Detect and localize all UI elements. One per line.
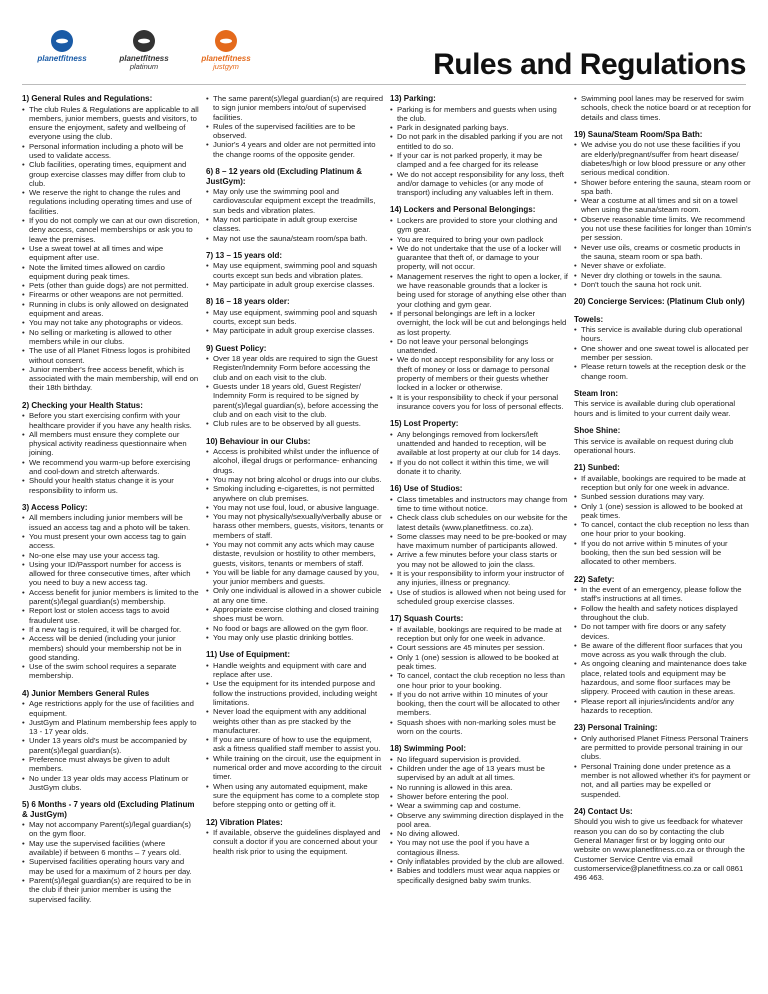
rule-item: • Preference must always be given to adult members. (22, 755, 200, 774)
rule-section (390, 614, 568, 736)
rule-item: • Arrive a few minutes before your class starts or you may not be allowed to join the class. (390, 550, 568, 569)
rule-item: • Do not park in the disabled parking if you are not entitled to do so. (390, 132, 568, 151)
rule-item: • If personal belongings are left in a locker overnight, the lock will be cut and belongings held as lost property. (390, 309, 568, 337)
rule-item: • Smoking including e-cigarettes, is not permitted anywhere on club premises. (206, 484, 384, 503)
rule-item: • Running in clubs is only allowed on designated equipment and areas. (22, 300, 200, 319)
rule-section (574, 297, 752, 307)
rule-item: • Over 18 year olds are required to sign the Guest Register/Indemnity Form before accessing the club and on each visit to the club. (206, 354, 384, 382)
section-heading: 16) Use of Studios: (390, 484, 463, 494)
rule-item: • May participate in adult group exercise classes. (206, 280, 384, 289)
rule-list (206, 187, 384, 243)
section-heading: 4) Junior Members General Rules (22, 688, 150, 698)
rule-item: • Using your ID/Passport number for access is allowed for three consecutive times, after which you need to buy a new access tag. (22, 560, 200, 588)
planet-logo-icon (51, 30, 73, 52)
rule-item: • Before you start exercising confirm with your healthcare provider if you have any health risks. (22, 411, 200, 430)
section-heading: 19) Sauna/Steam Room/Spa Bath: (574, 129, 703, 139)
rule-item: • Club rules are to be observed by all guests. (206, 419, 384, 428)
rule-section (22, 401, 200, 495)
rule-item: • May not accompany Parent(s)/legal guardian(s) on the gym floor. (22, 820, 200, 839)
rule-list (206, 94, 384, 159)
planet-logo-icon (215, 30, 237, 52)
rule-list (206, 661, 384, 810)
rule-item: • Never shave or exfoliate. (574, 261, 752, 270)
rule-item: • To cancel, contact the club reception no less than one hour prior to your booking. (574, 520, 752, 539)
rule-item: • If you do not comply we can at our own discretion, deny access, cancel memberships or ask you to leave the premises. (22, 216, 200, 244)
section-heading: 15) Lost Property: (390, 419, 459, 429)
section-heading: 2) Checking your Health Status: (22, 400, 143, 410)
rule-item: • When using any automated equipment, make sure the equipment has come to a complete stop before stepping onto or getting off it. (206, 782, 384, 810)
rule-item: • Only authorised Planet Fitness Personal Trainers are permitted to provide personal training in our clubs. (574, 734, 752, 762)
rule-item: • You may only use plastic drinking bottles. (206, 633, 384, 642)
section-heading: 14) Lockers and Personal Belongings: (390, 205, 536, 215)
rule-item: • Lockers are provided to store your clothing and gym gear. (390, 216, 568, 235)
rule-item: • Court sessions are 45 minutes per session. (390, 643, 568, 652)
rule-item: • If your car is not parked properly, it may be clamped and a fee charged for its release (390, 151, 568, 170)
rule-item: • If a new tag is required, it will be charged for. (22, 625, 200, 634)
rule-list (390, 625, 568, 737)
rule-item: • Firearms or other weapons are not permitted. (22, 290, 200, 299)
rule-item: • Please report all injuries/incidents and/or any hazards to reception. (574, 697, 752, 716)
rule-list (22, 820, 200, 904)
rule-item: • While training on the circuit, use the equipment in numerical order and move according to the circuit timer. (206, 754, 384, 782)
rule-list (22, 411, 200, 495)
column-4 (574, 94, 752, 890)
rule-item: • Observe reasonable time limits. We recommend you not use these facilities for longer than 10min's per session. (574, 215, 752, 243)
rule-item: • Park in designated parking bays. (390, 123, 568, 132)
logo-name: planetfitness (119, 54, 169, 63)
rule-list (390, 495, 568, 607)
section-heading: 9) Guest Policy: (206, 343, 267, 353)
logo-sub: platinum (129, 62, 159, 71)
rule-section (574, 94, 752, 122)
rule-item: • If you are unsure of how to use the equipment, ask a fitness qualified staff member to assist you. (206, 735, 384, 754)
rule-item: • If available, observe the guidelines displayed and consult a doctor if you are concerned about your health risk prior to using the equipment. (206, 828, 384, 856)
section-heading: 8) 16 – 18 years older: (206, 297, 290, 307)
rule-item: • Use a sweat towel at all times and wipe equipment after use. (22, 244, 200, 263)
rule-item: • May participate in adult group exercise classes. (206, 326, 384, 335)
rule-list (574, 474, 752, 567)
rule-list (206, 308, 384, 336)
rule-list (390, 430, 568, 476)
rule-item: • Age restrictions apply for the use of facilities and equipment. (22, 699, 200, 718)
rule-section (22, 94, 200, 393)
rule-item: • We advise you do not use these facilities if you are elderly/pregnant/suffer from heart disease/ diabetes/high or low blood pressure or any other serious medical condition. (574, 140, 752, 177)
rule-item: • No selling or marketing is allowed to other members while in our clubs. (22, 328, 200, 347)
rule-list (206, 354, 384, 428)
rule-item: • If you do not collect it within this time, we will donate it to charity. (390, 458, 568, 477)
section-heading: 1) General Rules and Regulations: (22, 94, 153, 103)
rule-section (574, 807, 752, 883)
rule-item: • Parking is for members and guests when using the club. (390, 105, 568, 124)
rule-item: • Do not tamper with fire doors or any safety devices. (574, 622, 752, 641)
rule-item: • Only inflatables provided by the club are allowed. (390, 857, 568, 866)
rule-item: • You may not bring alcohol or drugs into our clubs. (206, 475, 384, 484)
rule-section (574, 723, 752, 799)
rule-item: • If you do not arrive within 10 minutes of your booking, then the court will be allocated to other members. (390, 690, 568, 718)
rule-item: • Pets (other than guide dogs) are not permitted. (22, 281, 200, 290)
rule-item: • Should your health status change it is your responsibility to inform us. (22, 476, 200, 495)
rule-section (574, 389, 752, 418)
rule-list (22, 699, 200, 792)
rule-section (390, 205, 568, 411)
rule-item: • Babies and toddlers must wear aqua nappies or specifically designed baby swim trunks. (390, 866, 568, 885)
rule-section (206, 818, 384, 856)
rule-list (574, 325, 752, 381)
section-heading: 24) Contact Us: (574, 806, 633, 816)
rule-item: • If you do not arrive within 5 minutes of your booking, then the sun bed session will be allocated to other members. (574, 539, 752, 567)
rule-section (574, 426, 752, 455)
rule-section (574, 130, 752, 289)
rule-item: • Any belongings removed from lockers/left unattended and handed to reception, will be available at lost property at our club for 14 days. (390, 430, 568, 458)
section-heading: 23) Personal Training: (574, 723, 658, 733)
rule-item: • One shower and one sweat towel is allocated per member per session. (574, 344, 752, 363)
rule-item: • It is your responsibility to inform your instructor of any injuries, illness or pregnancy. (390, 569, 568, 588)
section-heading: 3) Access Policy: (22, 502, 88, 512)
planetfitness-justgym-logo (186, 30, 266, 71)
rule-item: • We do not undertake that the use of a locker will guarantee that theft of, or damage to your property, will not occur. (390, 244, 568, 272)
rule-item: • Some classes may need to be pre-booked or may have maximum number of participants allowed. (390, 532, 568, 551)
section-heading: 11) Use of Equipment: (206, 650, 291, 660)
rule-item: • You will be liable for any damage caused by you, your junior members and guests. (206, 568, 384, 587)
rule-list (390, 755, 568, 885)
rule-item: • We do not accept responsibility for any loss, theft and/or damage to vehicles (or any mode of transport) including any valuables left in them. (390, 170, 568, 198)
section-heading: Towels: (574, 314, 604, 324)
rule-section (206, 251, 384, 289)
rule-item: • JustGym and Platinum membership fees apply to 13 - 17 year olds. (22, 718, 200, 737)
rule-list (22, 513, 200, 680)
section-text: This service is available on request during club operational hours. (574, 436, 734, 455)
rule-item: • Shower before entering the pool. (390, 792, 568, 801)
rule-item: • We recommend you warm-up before exercising and cool-down and stretch afterwards. (22, 458, 200, 477)
rule-item: • You may not physically/sexually/verbally abuse or harass other members, guests, visitors, tenants or members of staff. (206, 512, 384, 540)
rule-section (390, 94, 568, 197)
rule-item: • Report lost or stolen access tags to avoid fraudulent use. (22, 606, 200, 625)
rule-item: • No food or bags are allowed on the gym floor. (206, 624, 384, 633)
rule-item: • We reserve the right to change the rules and regulations including operating times and use of facilities. (22, 188, 200, 216)
rule-item: • In the event of an emergency, please follow the staff's instructions at all times. (574, 585, 752, 604)
section-heading: 17) Squash Courts: (390, 614, 464, 624)
rule-item: • Please return towels at the reception desk or the change room. (574, 362, 752, 381)
rule-item: • Club facilities, operating times, equipment and group exercise classes may differ from club to club. (22, 160, 200, 188)
rule-item: • All members including junior members will be issued an access tag and a photo will be taken. (22, 513, 200, 532)
rule-item: • You may not take any photographs or videos. (22, 318, 200, 327)
section-heading: 21) Sunbed: (574, 463, 620, 473)
rule-list (574, 585, 752, 715)
header-divider (22, 84, 746, 85)
logo-sub: justgym (213, 62, 239, 71)
rule-item: • Handle weights and equipment with care and replace after use. (206, 661, 384, 680)
rule-item: • May use equipment, swimming pool and squash courts, except sun beds. (206, 308, 384, 327)
page-title: Rules and Regulations (433, 48, 746, 81)
planetfitness-platinum-logo (104, 30, 184, 71)
rule-section (206, 437, 384, 643)
rule-item: • Never use oils, creams or cosmetic products in the sauna, steam room or spa bath. (574, 243, 752, 262)
rule-item: • Observe any swimming direction displayed in the pool area. (390, 811, 568, 830)
rule-section (574, 463, 752, 566)
rule-section (22, 689, 200, 792)
section-heading: 18) Swimming Pool: (390, 744, 467, 754)
rule-item: • No lifeguard supervision is provided. (390, 755, 568, 764)
column-2 (206, 94, 384, 864)
rule-item: • Access is prohibited whilst under the influence of alcohol, illegal drugs or performance- enhancing drugs. (206, 447, 384, 475)
rule-item: • Wear a costume at all times and sit on a towel when using the sauna/steam room. (574, 196, 752, 215)
section-heading: 5) 6 Months - 7 years old (Excluding Platinum & JustGym) (22, 800, 195, 819)
rule-item: • No diving allowed. (390, 829, 568, 838)
rule-section (574, 315, 752, 381)
rule-item: • Guests under 18 years old, Guest Register/ Indemnity Form is required to be signed by parent(s)/legal guardian(s), before accessing the club and on each visit to the club. (206, 382, 384, 419)
rule-item: • Management reserves the right to open a locker, if we have reasonable grounds that a locker is being used for storage of anything else other than your clothing and gym gear. (390, 272, 568, 309)
section-heading: 12) Vibration Plates: (206, 817, 283, 827)
rule-item: • No under 13 year olds may access Platinum or JustGym clubs. (22, 774, 200, 793)
rule-item: • The club Rules & Regulations are applicable to all members, junior members, guests and visitors, to ensure the enjoyment, safety and wellbeing of everyone using the club. (22, 105, 200, 142)
rule-section (206, 167, 384, 243)
rule-item: • May only use the swimming pool and cardiovascular equipment except the treadmills, sun beds and vibration plates. (206, 187, 384, 215)
section-heading: 22) Safety: (574, 574, 615, 584)
rule-item: • May not use the sauna/steam room/spa bath. (206, 234, 384, 243)
rule-item: • If available, bookings are required to be made at reception but only for one week in advance. (574, 474, 752, 493)
rule-item: • Junior member's free access benefit, which is associated with the main membership, will end on their 18th birthday. (22, 365, 200, 393)
rule-item: • You may not use foul, loud, or abusive language. (206, 503, 384, 512)
rule-section (390, 484, 568, 606)
rule-item: • You may not use the pool if you have a contagious illness. (390, 838, 568, 857)
rule-item: • Personal Training done under pretence as a member is not allowed whether it's for payment or not, and all parties may be expelled or suspended. (574, 762, 752, 799)
rule-section (390, 419, 568, 476)
rule-list (390, 216, 568, 411)
rule-item: • Use of studios is allowed when not being used for scheduled group exercise classes. (390, 588, 568, 607)
rule-item: • Note the limited times allowed on cardio equipment during peak times. (22, 263, 200, 282)
rule-item: • Junior's 4 years and older are not permitted into the change rooms of the opposite gender. (206, 140, 384, 159)
rule-item: • Supervised facilities operating hours vary and may be used for a maximum of 2 hours per day. (22, 857, 200, 876)
rule-item: • Wear a swimming cap and costume. (390, 801, 568, 810)
section-heading: 10) Behaviour in our Clubs: (206, 436, 311, 446)
planetfitness-logo (22, 30, 102, 63)
rule-item: • Children under the age of 13 years must be supervised by an adult at all times. (390, 764, 568, 783)
rule-list (574, 734, 752, 799)
rule-item: • To cancel, contact the club reception no less than one hour prior to your booking. (390, 671, 568, 690)
column-1 (22, 94, 200, 912)
planet-logo-icon (133, 30, 155, 52)
rule-list (206, 447, 384, 642)
rule-item: • All members must ensure they complete our physical activity readiness questionnaire when joining. (22, 430, 200, 458)
section-heading: 20) Concierge Services: (Platinum Club only) (574, 297, 745, 307)
section-text: This service is available during club operational hours and is limited to your current daily wear. (574, 399, 736, 418)
rule-item: • Shower before entering the sauna, steam room or spa bath. (574, 178, 752, 197)
rule-item: • Never dry clothing or towels in the sauna. (574, 271, 752, 280)
rule-item: • We do not accept responsibility for any loss or theft of money or loss or damage to personal property of members or their guests whether locked in a locker or otherwise. (390, 355, 568, 392)
section-heading: 7) 13 – 15 years old: (206, 250, 283, 260)
rule-item: • Don't touch the sauna hot rock unit. (574, 280, 752, 289)
rule-item: • Parent(s)/legal guardian(s) are required to be in the club if their junior member is using the supervised facility. (22, 876, 200, 904)
section-heading: 6) 8 – 12 years old (Excluding Platinum & JustGym): (206, 167, 363, 186)
rule-section (22, 800, 200, 904)
rule-list (574, 140, 752, 289)
rule-list (390, 105, 568, 198)
rule-item: • Under 13 years old's must be accompanied by parent(s)/legal guardian(s). (22, 736, 200, 755)
rule-section (574, 575, 752, 716)
rule-item: • Do not leave your personal belongings unattended. (390, 337, 568, 356)
rule-section (22, 503, 200, 681)
rule-item: • This service is available during club operational hours. (574, 325, 752, 344)
rule-item: • Be aware of the different floor surfaces that you move across as you walk through the club. (574, 641, 752, 660)
rule-item: • May not participate in adult group exercise classes. (206, 215, 384, 234)
rule-item: • May use equipment, swimming pool and squash courts except sun beds and vibration plates. (206, 261, 384, 280)
rule-item: • Appropriate exercise clothing and closed training shoes must be worn. (206, 605, 384, 624)
section-heading: 13) Parking: (390, 94, 436, 103)
column-3 (390, 94, 568, 893)
rule-item: • Never load the equipment with any additional weights other than as pre stacked by the manufacturer. (206, 707, 384, 735)
section-heading: Shoe Shine: (574, 426, 621, 436)
rule-item: • Only one individual is allowed in a shower cubicle at any one time. (206, 586, 384, 605)
rule-item: • No running is allowed in this area. (390, 783, 568, 792)
rule-item: • Use of the swim school requires a separate membership. (22, 662, 200, 681)
rule-item: • Squash shoes with non-marking soles must be worn on the courts. (390, 718, 568, 737)
rule-section (390, 744, 568, 885)
rule-item: • Follow the health and safety notices displayed throughout the club. (574, 604, 752, 623)
rule-item: • You are required to bring your own padlock (390, 235, 568, 244)
rule-item: • Only 1 (one) session is allowed to be booked at peak times. (574, 502, 752, 521)
rule-item: • Use the equipment for its intended purpose and follow the instructions provided, including weight limitations. (206, 679, 384, 707)
rule-section (206, 344, 384, 429)
rule-item: • The use of all Planet Fitness logos is prohibited without consent. (22, 346, 200, 365)
rule-item: • If available, bookings are required to be made at reception but only for one week in advance. (390, 625, 568, 644)
rule-item: • Check class club schedules on our website for the latest details (www.planetfitness. co.za). (390, 513, 568, 532)
rule-item: • Only 1 (one) session is allowed to be booked at peak times. (390, 653, 568, 672)
page-header (0, 0, 768, 88)
rule-section (206, 94, 384, 159)
rule-list (206, 828, 384, 856)
rule-list (574, 94, 752, 122)
logo-name: planetfitness (37, 54, 87, 63)
rule-item: • Rules of the supervised facilities are to be observed. (206, 122, 384, 141)
rule-item: • You must present your own access tag to gain access. (22, 532, 200, 551)
rule-item: • May use the supervised facilities (where available) if between 6 months – 7 years old. (22, 839, 200, 858)
rule-item: • It is your responsibility to check if your personal insurance covers you for loss of personal effects. (390, 393, 568, 412)
rule-item: • No-one else may use your access tag. (22, 551, 200, 560)
section-heading: Steam Iron: (574, 388, 619, 398)
section-text: Should you wish to give us feedback for whatever reason you can do so by contacting the club General Manager first or by logging onto our website on www.planetfitness.co.za or through the Customer Service Centre via email customerservice@planetfitness.co.za or call 0861 496 463. (574, 817, 745, 883)
rule-section (206, 297, 384, 335)
rule-item: • You may not commit any acts which may cause distaste, revulsion or hostility to other members, guests, visitors, tenants or members of staff. (206, 540, 384, 568)
rule-item: • Access will be denied (including your junior members) should your membership not be in good standing. (22, 634, 200, 662)
rule-item: • Access benefit for junior members is limited to the parent(s)/legal guardian(s) membership. (22, 588, 200, 607)
rule-item: • Personal information including a photo will be used to validate access. (22, 142, 200, 161)
rule-list (22, 105, 200, 393)
rule-list (206, 261, 384, 289)
rule-section (206, 650, 384, 809)
rule-item: • Swimming pool lanes may be reserved for swim schools, check the notice board or at reception for details and class times. (574, 94, 752, 122)
rule-item: • Class timetables and instructors may change from time to time without notice. (390, 495, 568, 514)
rule-item: • As ongoing cleaning and maintenance does take place, related tools and equipment may be hazardous, and some floor surfaces may be slippery. Proceed with caution in these areas. (574, 659, 752, 696)
logo-name: planetfitness (201, 54, 251, 63)
rule-item: • The same parent(s)/legal guardian(s) are required to sign junior members into/out of supervised facilities. (206, 94, 384, 122)
rule-item: • Sunbed session durations may vary. (574, 492, 752, 501)
